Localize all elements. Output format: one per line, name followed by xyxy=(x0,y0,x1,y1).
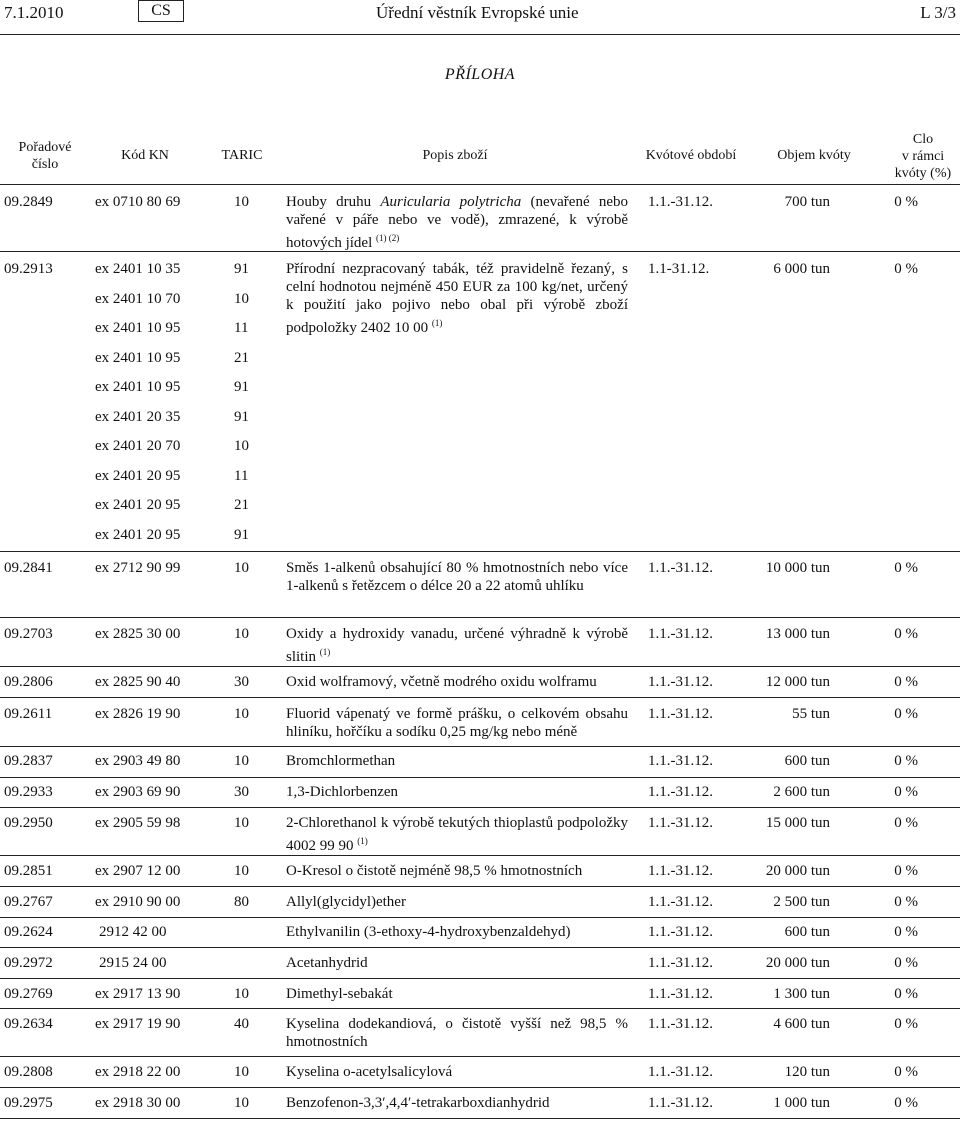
row-divider xyxy=(0,251,960,252)
col-order-line1: Pořadové xyxy=(18,140,72,155)
goods-description xyxy=(286,193,628,252)
taric-code: 10 xyxy=(234,863,249,879)
quota-duty: 0 % xyxy=(894,955,918,971)
taric-code: 91 xyxy=(234,261,249,277)
taric-code: 80 xyxy=(234,894,249,910)
row-divider xyxy=(0,1118,960,1119)
quota-volume: 700 tun xyxy=(784,194,830,210)
quota-period: 1.1.-31.12. xyxy=(648,194,713,210)
quota-period: 1.1.-31.12. xyxy=(648,560,713,576)
footnote-ref: (1) xyxy=(431,318,443,328)
footnote-ref: (1) (2) xyxy=(376,233,400,243)
footnote-ref: (1) xyxy=(357,836,368,846)
row-divider xyxy=(0,697,960,698)
row-divider xyxy=(0,947,960,948)
quota-period: 1.1.-31.12. xyxy=(648,1095,713,1111)
taric-code: 10 xyxy=(234,1064,249,1080)
header-divider xyxy=(0,34,960,35)
quota-duty: 0 % xyxy=(894,626,918,642)
desc-text: Houby druhu xyxy=(286,194,372,210)
quota-volume: 2 500 tun xyxy=(773,894,830,910)
kn-code: ex 2918 22 00 xyxy=(95,1064,181,1080)
order-number: 09.2806 xyxy=(4,674,53,690)
taric-code: 10 xyxy=(234,753,249,769)
quota-period: 1.1.-31.12. xyxy=(648,706,713,722)
quota-volume: 1 300 tun xyxy=(773,986,830,1002)
goods-description: 1,3-Dichlorbenzen xyxy=(286,784,399,800)
journal-title: Úřední věstník Evropské unie xyxy=(376,3,579,22)
kn-code: ex 2918 30 00 xyxy=(95,1095,181,1111)
quota-period: 1.1.-31.12. xyxy=(648,863,713,879)
journal-header xyxy=(0,0,960,30)
goods-description: Benzofenon-3,3′,4,4′-tetrakarboxdianhydrid xyxy=(286,1095,550,1111)
quota-volume: 1 000 tun xyxy=(773,1095,830,1111)
col-description: Popis zboží xyxy=(422,148,488,163)
taric-code: 91 xyxy=(234,527,249,543)
page-reference: L 3/3 xyxy=(920,3,956,22)
table-header-divider xyxy=(0,184,960,185)
col-quota-period: Kvótové období xyxy=(645,148,737,163)
taric-code: 10 xyxy=(234,560,249,576)
taric-code: 11 xyxy=(234,468,249,484)
quota-duty: 0 % xyxy=(894,194,918,210)
col-duty xyxy=(888,131,958,182)
kn-code: ex 2401 10 35 xyxy=(95,261,181,277)
row-divider xyxy=(0,666,960,667)
quota-period: 1.1.-31.12. xyxy=(648,784,713,800)
goods-description: O-Kresol o čistotě nejméně 98,5 % hmotnostních xyxy=(286,863,583,879)
taric-code: 10 xyxy=(234,706,249,722)
quota-duty: 0 % xyxy=(894,986,918,1002)
row-divider xyxy=(0,978,960,979)
footnote-ref: (1) xyxy=(319,647,331,657)
row-divider xyxy=(0,1056,960,1057)
quota-period: 1.1-31.12. xyxy=(648,261,710,277)
taric-code: 40 xyxy=(234,1016,249,1032)
taric-code: 21 xyxy=(234,350,249,366)
desc-text-cont: (nevařené nebo vařené v páře nebo ve vodě), zmrazené, k výrobě hotových jídel xyxy=(286,194,629,251)
row-divider xyxy=(0,1087,960,1088)
quota-volume: 15 000 tun xyxy=(765,815,830,831)
row-divider xyxy=(0,886,960,887)
col-taric: TARIC xyxy=(221,148,263,163)
kn-code: ex 2903 49 80 xyxy=(95,753,181,769)
row-divider xyxy=(0,551,960,552)
goods-description: Acetanhydrid xyxy=(286,955,368,971)
goods-description: Allyl(glycidyl)ether xyxy=(286,894,406,910)
quota-duty: 0 % xyxy=(894,924,918,940)
order-number: 09.2933 xyxy=(4,784,53,800)
kn-code: ex 2910 90 00 xyxy=(95,894,181,910)
taric-code: 10 xyxy=(234,1095,249,1111)
taric-code: 10 xyxy=(234,986,249,1002)
order-number: 09.2972 xyxy=(4,955,53,971)
quota-volume: 20 000 tun xyxy=(765,955,830,971)
goods-description xyxy=(286,260,628,337)
row-divider xyxy=(0,617,960,618)
kn-code: ex 2401 20 95 xyxy=(95,468,181,484)
kn-code: ex 2401 20 95 xyxy=(95,497,181,513)
quota-duty: 0 % xyxy=(894,706,918,722)
order-number: 09.2849 xyxy=(4,194,53,210)
row-divider xyxy=(0,855,960,856)
kn-code: ex 2826 19 90 xyxy=(95,706,181,722)
quota-volume: 55 tun xyxy=(792,706,830,722)
goods-description: Kyselina dodekandiová, o čistotě vyšší než 98,5 % hmotnostních xyxy=(286,1016,628,1050)
quota-duty: 0 % xyxy=(894,1095,918,1111)
kn-code: ex 2712 90 99 xyxy=(95,560,181,576)
row-divider xyxy=(0,807,960,808)
col-kn: Kód KN xyxy=(121,148,169,163)
col-quota-volume: Objem kvóty xyxy=(777,148,851,163)
order-number: 09.2841 xyxy=(4,560,53,576)
order-number: 09.2975 xyxy=(4,1095,53,1111)
goods-description: Směs 1-alkenů obsahující 80 % hmotnostních nebo více 1-alkenů s řetězcem o délce 20 a 22 atomů uhlíku xyxy=(286,560,628,594)
kn-code: ex 2825 90 40 xyxy=(95,674,181,690)
order-number: 09.2913 xyxy=(4,261,53,277)
taric-code: 10 xyxy=(234,291,249,307)
goods-description: Fluorid vápenatý ve formě prášku, o celkovém obsahu hliníku, hořčíku a sodíku 0,25 mg/kg nebo méně xyxy=(286,706,628,740)
order-number: 09.2851 xyxy=(4,863,53,879)
quota-duty: 0 % xyxy=(894,1016,918,1032)
col-duty-line2: v rámci xyxy=(901,149,945,164)
quota-period: 1.1.-31.12. xyxy=(648,753,713,769)
quota-duty: 0 % xyxy=(894,753,918,769)
taric-code: 91 xyxy=(234,409,249,425)
quota-volume: 600 tun xyxy=(784,753,830,769)
kn-code: ex 2401 10 95 xyxy=(95,350,181,366)
taric-code: 10 xyxy=(234,626,249,642)
row-divider xyxy=(0,917,960,918)
col-duty-line3: kvóty (%) xyxy=(894,166,952,181)
quota-volume: 10 000 tun xyxy=(765,560,830,576)
order-number: 09.2837 xyxy=(4,753,53,769)
kn-code: ex 2907 12 00 xyxy=(95,863,181,879)
quota-duty: 0 % xyxy=(894,894,918,910)
quota-duty: 0 % xyxy=(894,261,918,277)
quota-volume: 20 000 tun xyxy=(765,863,830,879)
quota-duty: 0 % xyxy=(894,560,918,576)
taric-code: 30 xyxy=(234,784,249,800)
kn-code: ex 2917 13 90 xyxy=(95,986,181,1002)
kn-code: ex 2401 10 70 xyxy=(95,291,181,307)
kn-code: 2912 42 00 xyxy=(99,924,167,940)
desc-species: Auricularia polytricha xyxy=(380,194,522,210)
row-divider xyxy=(0,777,960,778)
kn-code: ex 0710 80 69 xyxy=(95,194,181,210)
quota-volume: 13 000 tun xyxy=(765,626,830,642)
col-order-line2: číslo xyxy=(31,157,59,172)
taric-code: 30 xyxy=(234,674,249,690)
kn-code: ex 2401 20 35 xyxy=(95,409,181,425)
quota-period: 1.1.-31.12. xyxy=(648,1016,713,1032)
row-divider xyxy=(0,1008,960,1009)
goods-description xyxy=(286,625,628,666)
quota-duty: 0 % xyxy=(894,674,918,690)
kn-code: 2915 24 00 xyxy=(99,955,167,971)
quota-duty: 0 % xyxy=(894,1064,918,1080)
quota-period: 1.1.-31.12. xyxy=(648,924,713,940)
order-number: 09.2769 xyxy=(4,986,53,1002)
publication-date: 7.1.2010 xyxy=(4,3,64,22)
taric-code: 10 xyxy=(234,438,249,454)
order-number: 09.2950 xyxy=(4,815,53,831)
quota-period: 1.1.-31.12. xyxy=(648,674,713,690)
kn-code: ex 2401 10 95 xyxy=(95,320,181,336)
annex-title: PŘÍLOHA xyxy=(444,66,516,83)
desc-text: Oxidy a hydroxidy vanadu, určené výhradně k výrobě slitin xyxy=(286,626,628,665)
kn-code: ex 2401 20 70 xyxy=(95,438,181,454)
kn-code: ex 2401 10 95 xyxy=(95,379,181,395)
quota-duty: 0 % xyxy=(894,863,918,879)
quota-period: 1.1.-31.12. xyxy=(648,894,713,910)
quota-duty: 0 % xyxy=(894,784,918,800)
order-number: 09.2808 xyxy=(4,1064,53,1080)
quota-volume: 120 tun xyxy=(784,1064,830,1080)
goods-description: Bromchlormethan xyxy=(286,753,396,769)
quota-volume: 6 000 tun xyxy=(773,261,830,277)
taric-code: 10 xyxy=(234,815,249,831)
row-divider xyxy=(0,746,960,747)
kn-code: ex 2401 20 95 xyxy=(95,527,181,543)
quota-period: 1.1.-31.12. xyxy=(648,626,713,642)
order-number: 09.2767 xyxy=(4,894,53,910)
goods-description: Kyselina o-acetylsalicylová xyxy=(286,1064,453,1080)
order-number: 09.2634 xyxy=(4,1016,53,1032)
goods-description: Oxid wolframový, včetně modrého oxidu wolframu xyxy=(286,674,597,690)
order-number: 09.2624 xyxy=(4,924,53,940)
col-order xyxy=(10,139,80,173)
goods-description: Ethylvanilin (3-ethoxy-4-hydroxybenzaldehyd) xyxy=(286,924,571,940)
kn-code: ex 2825 30 00 xyxy=(95,626,181,642)
goods-description xyxy=(286,814,628,855)
goods-description: Dimethyl-sebakát xyxy=(286,986,393,1002)
quota-period: 1.1.-31.12. xyxy=(648,986,713,1002)
kn-code: ex 2903 69 90 xyxy=(95,784,181,800)
kn-code: ex 2905 59 98 xyxy=(95,815,181,831)
desc-text: 2-Chlorethanol k výrobě tekutých thioplastů podpoložky 4002 99 90 xyxy=(286,815,628,854)
quota-volume: 600 tun xyxy=(784,924,830,940)
taric-code: 10 xyxy=(234,194,249,210)
order-number: 09.2703 xyxy=(4,626,53,642)
quota-period: 1.1.-31.12. xyxy=(648,1064,713,1080)
order-number: 09.2611 xyxy=(4,706,53,722)
quota-volume: 12 000 tun xyxy=(765,674,830,690)
taric-code: 91 xyxy=(234,379,249,395)
quota-duty: 0 % xyxy=(894,815,918,831)
kn-code: ex 2917 19 90 xyxy=(95,1016,181,1032)
quota-period: 1.1.-31.12. xyxy=(648,815,713,831)
taric-code: 11 xyxy=(234,320,249,336)
desc-text: Přírodní nezpracovaný tabák, též pravidelně řezaný, s celní hodnotou nejméně 450 EUR za 100 kg/net, určený k použití jako pojivo nebo obal při výrobě zboží podpoložky 2402 10 00 xyxy=(286,261,628,336)
quota-period: 1.1.-31.12. xyxy=(648,955,713,971)
language-badge: CS xyxy=(138,0,184,22)
taric-code: 21 xyxy=(234,497,249,513)
quota-volume: 2 600 tun xyxy=(773,784,830,800)
col-duty-line1: Clo xyxy=(912,132,934,147)
quota-volume: 4 600 tun xyxy=(773,1016,830,1032)
